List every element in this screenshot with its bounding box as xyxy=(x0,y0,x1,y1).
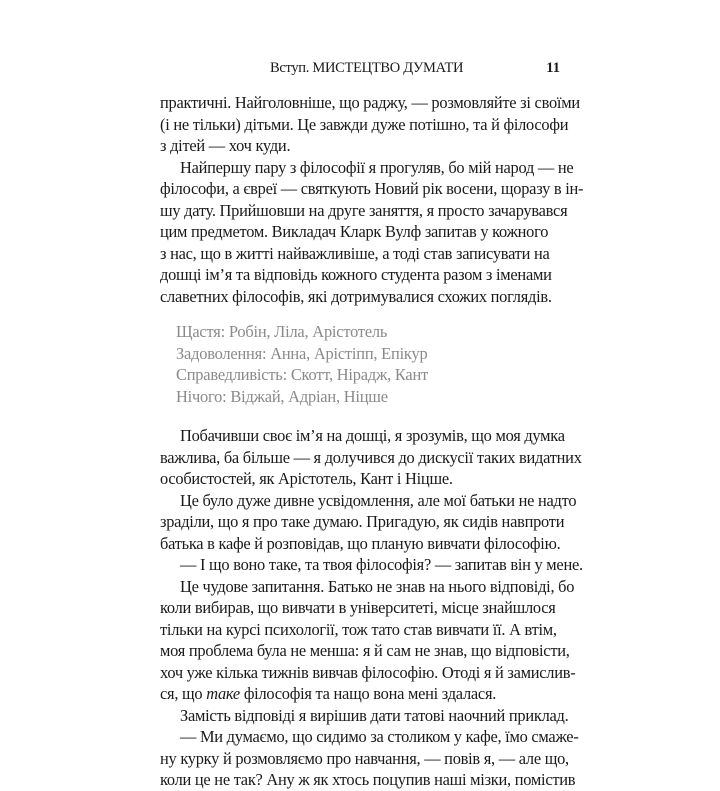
text-line: шу дату. Прийшовши на друге заняття, я просто зачарувався xyxy=(160,200,568,220)
paragraph xyxy=(160,726,579,791)
text-line: (і не тільки) дітьми. Це завжди дуже потішно, та й філософи xyxy=(160,114,569,134)
blackboard-line: Нічого: Віджай, Адріан, Ніцше xyxy=(176,386,388,406)
paragraph xyxy=(160,576,576,705)
text-line: хоч уже кілька тижнів вивчав філософію. Отоді я й замислив- xyxy=(160,662,576,682)
text-line: особистостей, як Арістотель, Кант і Ніцше. xyxy=(160,469,453,488)
blackboard-line: Задоволення: Анна, Арістіпп, Епікур xyxy=(176,343,428,363)
text-line: — І що воно таке, та твоя філософія? — запитав він у мене. xyxy=(180,555,583,574)
text-line: ну курку й розмовляємо про навчання, — повів я, — але що, xyxy=(160,748,569,768)
page-number: 11 xyxy=(546,60,560,76)
text-line: з нас, що в житті найважливіше, а тоді став записувати на xyxy=(160,243,550,263)
text-line: філософи, а євреї — святкують Новий рік восени, щоразу в ін- xyxy=(160,179,584,198)
paragraph xyxy=(160,425,582,490)
text-line: цим предметом. Викладач Кларк Вулф запитав у кожного xyxy=(160,222,549,241)
text-line: батька в кафе й розповідав, що планую вивчати філософію. xyxy=(160,533,561,553)
text-line: Найпершу пару з філософії я прогуляв, бо мій народ — не xyxy=(180,157,574,177)
text-line: славетних філософів, які дотримувалися схожих поглядів. xyxy=(160,286,552,306)
paragraph xyxy=(160,490,577,555)
text-span: ся, що xyxy=(160,684,207,703)
paragraph xyxy=(160,157,584,308)
text-span: філософія та нащо вона мені здалася. xyxy=(239,684,497,703)
text-line: — Ми думаємо, що сидимо за столиком у кафе, їмо смаже- xyxy=(180,727,579,746)
text-line: зраділи, що я про таке думаю. Пригадую, як сидів навпроти xyxy=(160,512,565,531)
text-line: тільки на курсі психології, тож тато став вивчати її. А втім, xyxy=(160,619,557,639)
text-line: Побачивши своє ім’я на дошці, я зрозумів, що моя думка xyxy=(180,426,565,445)
text-line: важлива, ба більше — я долучився до дискусії таких видатних xyxy=(160,447,582,467)
blackboard-list xyxy=(160,321,545,407)
text-line: моя проблема була не менша: я й сам не знав, що відповісти, xyxy=(160,641,570,660)
running-head xyxy=(160,60,560,80)
text-line: Це чудове запитання. Батько не знав на нього відповіді, бо xyxy=(180,576,575,596)
paragraph xyxy=(160,705,569,727)
text-line: з дітей — хоч куди. xyxy=(160,136,291,155)
text-line: практичні. Найголовніше, що раджу, — розмовляйте зі своїми xyxy=(160,93,580,112)
paragraph xyxy=(160,92,580,157)
text-line: дошці ім’я та відповідь кожного студента разом з іменами xyxy=(160,265,552,284)
paragraph xyxy=(160,554,583,576)
text-line: коли це не так? Ану ж як хтось поцупив наші мізки, помістив xyxy=(160,770,576,789)
emphasis-text: таке xyxy=(206,684,240,703)
spacer xyxy=(160,407,545,425)
text-line: коли вибирав, що вивчати в університеті, місце знайшлося xyxy=(160,598,556,617)
blackboard-line: Справедливість: Скотт, Нірадж, Кант xyxy=(176,365,428,384)
text-line: Замість відповіді я вирішив дати татові наочний приклад. xyxy=(180,705,569,725)
running-title: Вступ. МИСТЕЦТВО ДУМАТИ xyxy=(270,60,464,76)
spacer xyxy=(160,307,545,321)
body-text xyxy=(160,92,584,791)
text-line xyxy=(160,683,545,705)
text-line: Це було дуже дивне усвідомлення, але мої батьки не надто xyxy=(180,490,577,510)
blackboard-line: Щастя: Робін, Ліла, Арістотель xyxy=(176,322,388,341)
